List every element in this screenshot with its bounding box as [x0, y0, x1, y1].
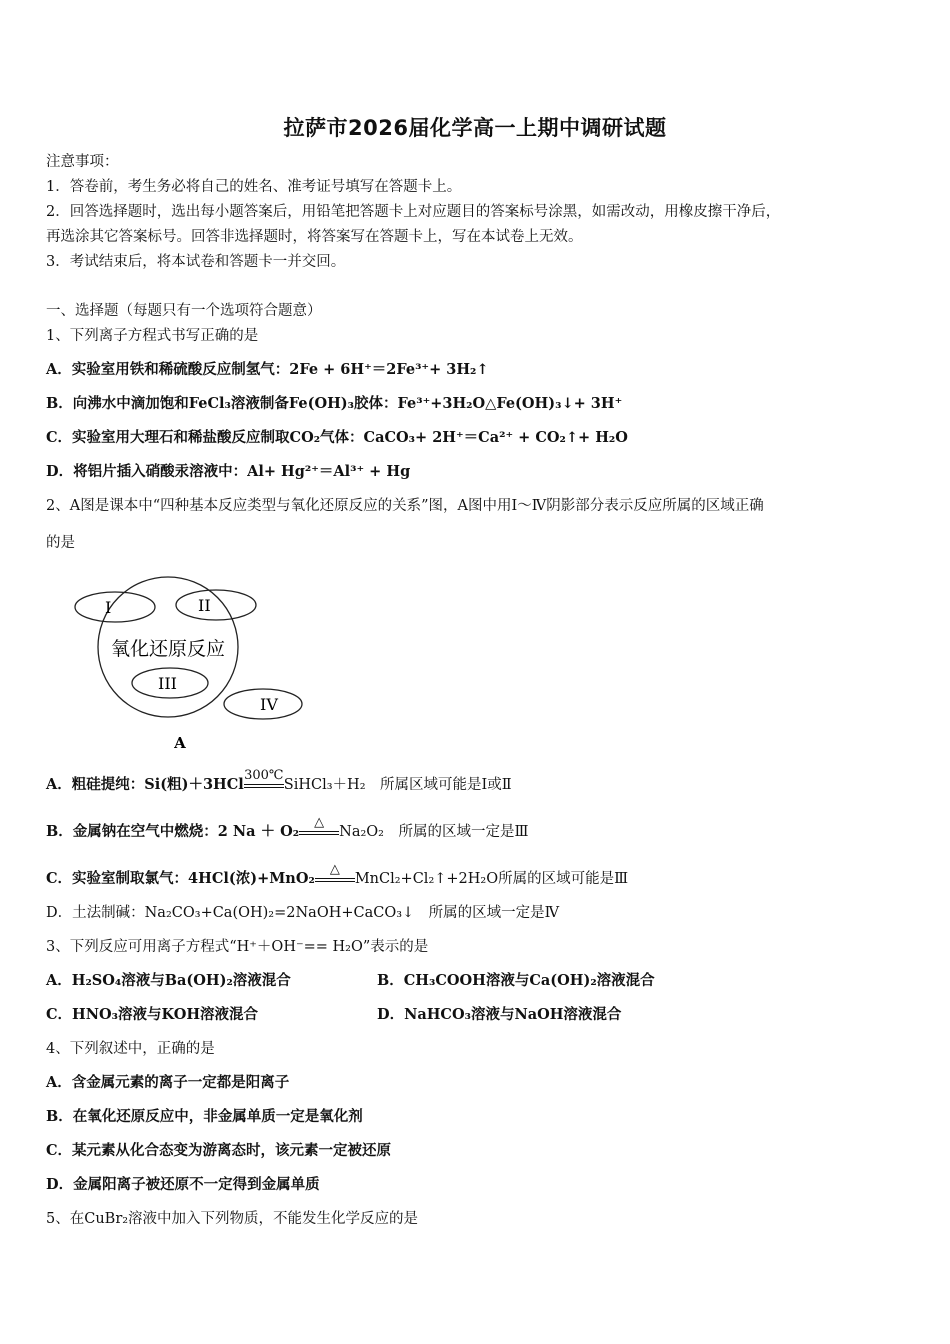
q1-stem: 1、下列离子方程式书写正确的是	[46, 328, 259, 344]
q2-stem: 2、A图是课本中“四种基本反应类型与氧化还原反应的关系”图，A图中用Ⅰ～Ⅳ阴影部分表示反应所属的区域正确	[46, 498, 764, 514]
q4-option-c: C．某元素从化合态变为游离态时，该元素一定被还原	[46, 1142, 392, 1159]
notice-item-1: 1．答卷前，考生务必将自己的姓名、准考证号填写在答题卡上。	[46, 179, 462, 195]
q1-option-b: B．向沸水中滴加饱和FeCl₃溶液制备Fe(OH)₃胶体：Fe³⁺+3H₂O△Fe(OH)₃↓+ 3H⁺	[46, 395, 623, 412]
q2-a-text: A．粗硅提纯：Si(粗)＋3HCl	[46, 776, 244, 793]
q4-option-b: B．在氧化还原反应中，非金属单质一定是氧化剂	[46, 1108, 363, 1125]
q4-option-d: D．金属阳离子被还原不一定得到金属单质	[46, 1176, 320, 1193]
q1-option-a: A．实验室用铁和稀硫酸反应制氢气：2Fe + 6H⁺＝2Fe³⁺+ 3H₂↑	[46, 361, 489, 378]
condition-heat: △	[329, 862, 340, 877]
notice-item-2-cont: 再选涂其它答案标号。回答非选择题时，将答案写在答题卡上，写在本试卷上无效。	[46, 229, 583, 245]
q5-stem: 5、在CuBr₂溶液中加入下列物质，不能发生化学反应的是	[46, 1211, 419, 1227]
q3-stem: 3、下列反应可用离子方程式“H⁺＋OH⁻== H₂O”表示的是	[46, 939, 429, 955]
q2-option-b	[46, 815, 529, 842]
q2-option-c	[46, 862, 629, 889]
section-heading: 一、选择题（每题只有一个选项符合题意）	[46, 303, 322, 319]
notice-item-2: 2．回答选择题时，选出每小题答案后，用铅笔把答题卡上对应题目的答案标号涂黑，如需改动，用橡皮擦干净后，	[46, 204, 781, 220]
q4-option-a: A．含金属元素的离子一定都是阳离子	[46, 1074, 290, 1091]
q3-option-c: C．HNO₃溶液与KOH溶液混合	[46, 1006, 259, 1023]
region-iv-label: IV	[260, 695, 278, 714]
region-ii-ellipse	[176, 590, 256, 620]
q2-c-text: C．实验室制取氯气：4HCl(浓)+MnO₂	[46, 870, 315, 887]
q3-option-a: A．H₂SO₄溶液与Ba(OH)₂溶液混合	[46, 972, 291, 989]
region-iii-label: III	[158, 674, 177, 693]
page-title: 拉萨市2026届化学高一上期中调研试题	[283, 116, 667, 140]
condition-line	[244, 784, 284, 785]
q2-a-text-end: SiHCl₃＋H₂ 所属区域可能是Ⅰ或Ⅱ	[283, 777, 512, 793]
notice-heading: 注意事项：	[46, 154, 119, 170]
q3-option-d: D．NaHCO₃溶液与NaOH溶液混合	[377, 1006, 622, 1023]
diagram-caption: A	[174, 734, 186, 752]
region-i-label: I	[105, 598, 112, 617]
q1-option-c: C．实验室用大理石和稀盐酸反应制取CO₂气体：CaCO₃+ 2H⁺＝Ca²⁺ + CO₂↑+ H₂O	[46, 429, 628, 446]
condition-heat: △	[314, 815, 325, 830]
q3-option-b: B．CH₃COOH溶液与Ca(OH)₂溶液混合	[377, 972, 655, 989]
condition-line	[299, 831, 339, 832]
reaction-condition	[244, 768, 284, 795]
notice-item-3: 3．考试结束后，将本试卷和答题卡一并交回。	[46, 254, 346, 270]
region-ii-label: II	[198, 596, 211, 615]
condition-line	[244, 787, 284, 788]
q2-b-text-end: Na₂O₂ 所属的区域一定是Ⅲ	[339, 824, 529, 840]
q2-option-a	[46, 768, 512, 795]
redox-label: 氧化还原反应	[110, 638, 226, 660]
q2-c-text-end: MnCl₂+Cl₂↑+2H₂O所属的区域可能是Ⅲ	[354, 871, 629, 887]
reaction-condition	[315, 862, 355, 889]
q2-b-text: B．金属钠在空气中燃烧：2 Na ＋ O₂	[46, 823, 300, 840]
condition-line	[299, 834, 339, 835]
q4-stem: 4、下列叙述中，正确的是	[46, 1041, 215, 1057]
reaction-condition	[299, 815, 339, 842]
q2-option-d: D．土法制碱：Na₂CO₃+Ca(OH)₂=2NaOH+CaCO₃↓ 所属的区域一定是Ⅳ	[46, 905, 560, 921]
condition-300c: 300℃	[244, 768, 284, 783]
q1-option-d: D．将铝片插入硝酸汞溶液中：Al+ Hg²⁺＝Al³⁺ + Hg	[46, 463, 411, 480]
q2-stem-cont: 的是	[46, 535, 75, 551]
condition-line	[315, 878, 355, 879]
region-i-ellipse	[75, 592, 155, 622]
reaction-types-diagram	[70, 570, 310, 755]
condition-line	[315, 881, 355, 882]
